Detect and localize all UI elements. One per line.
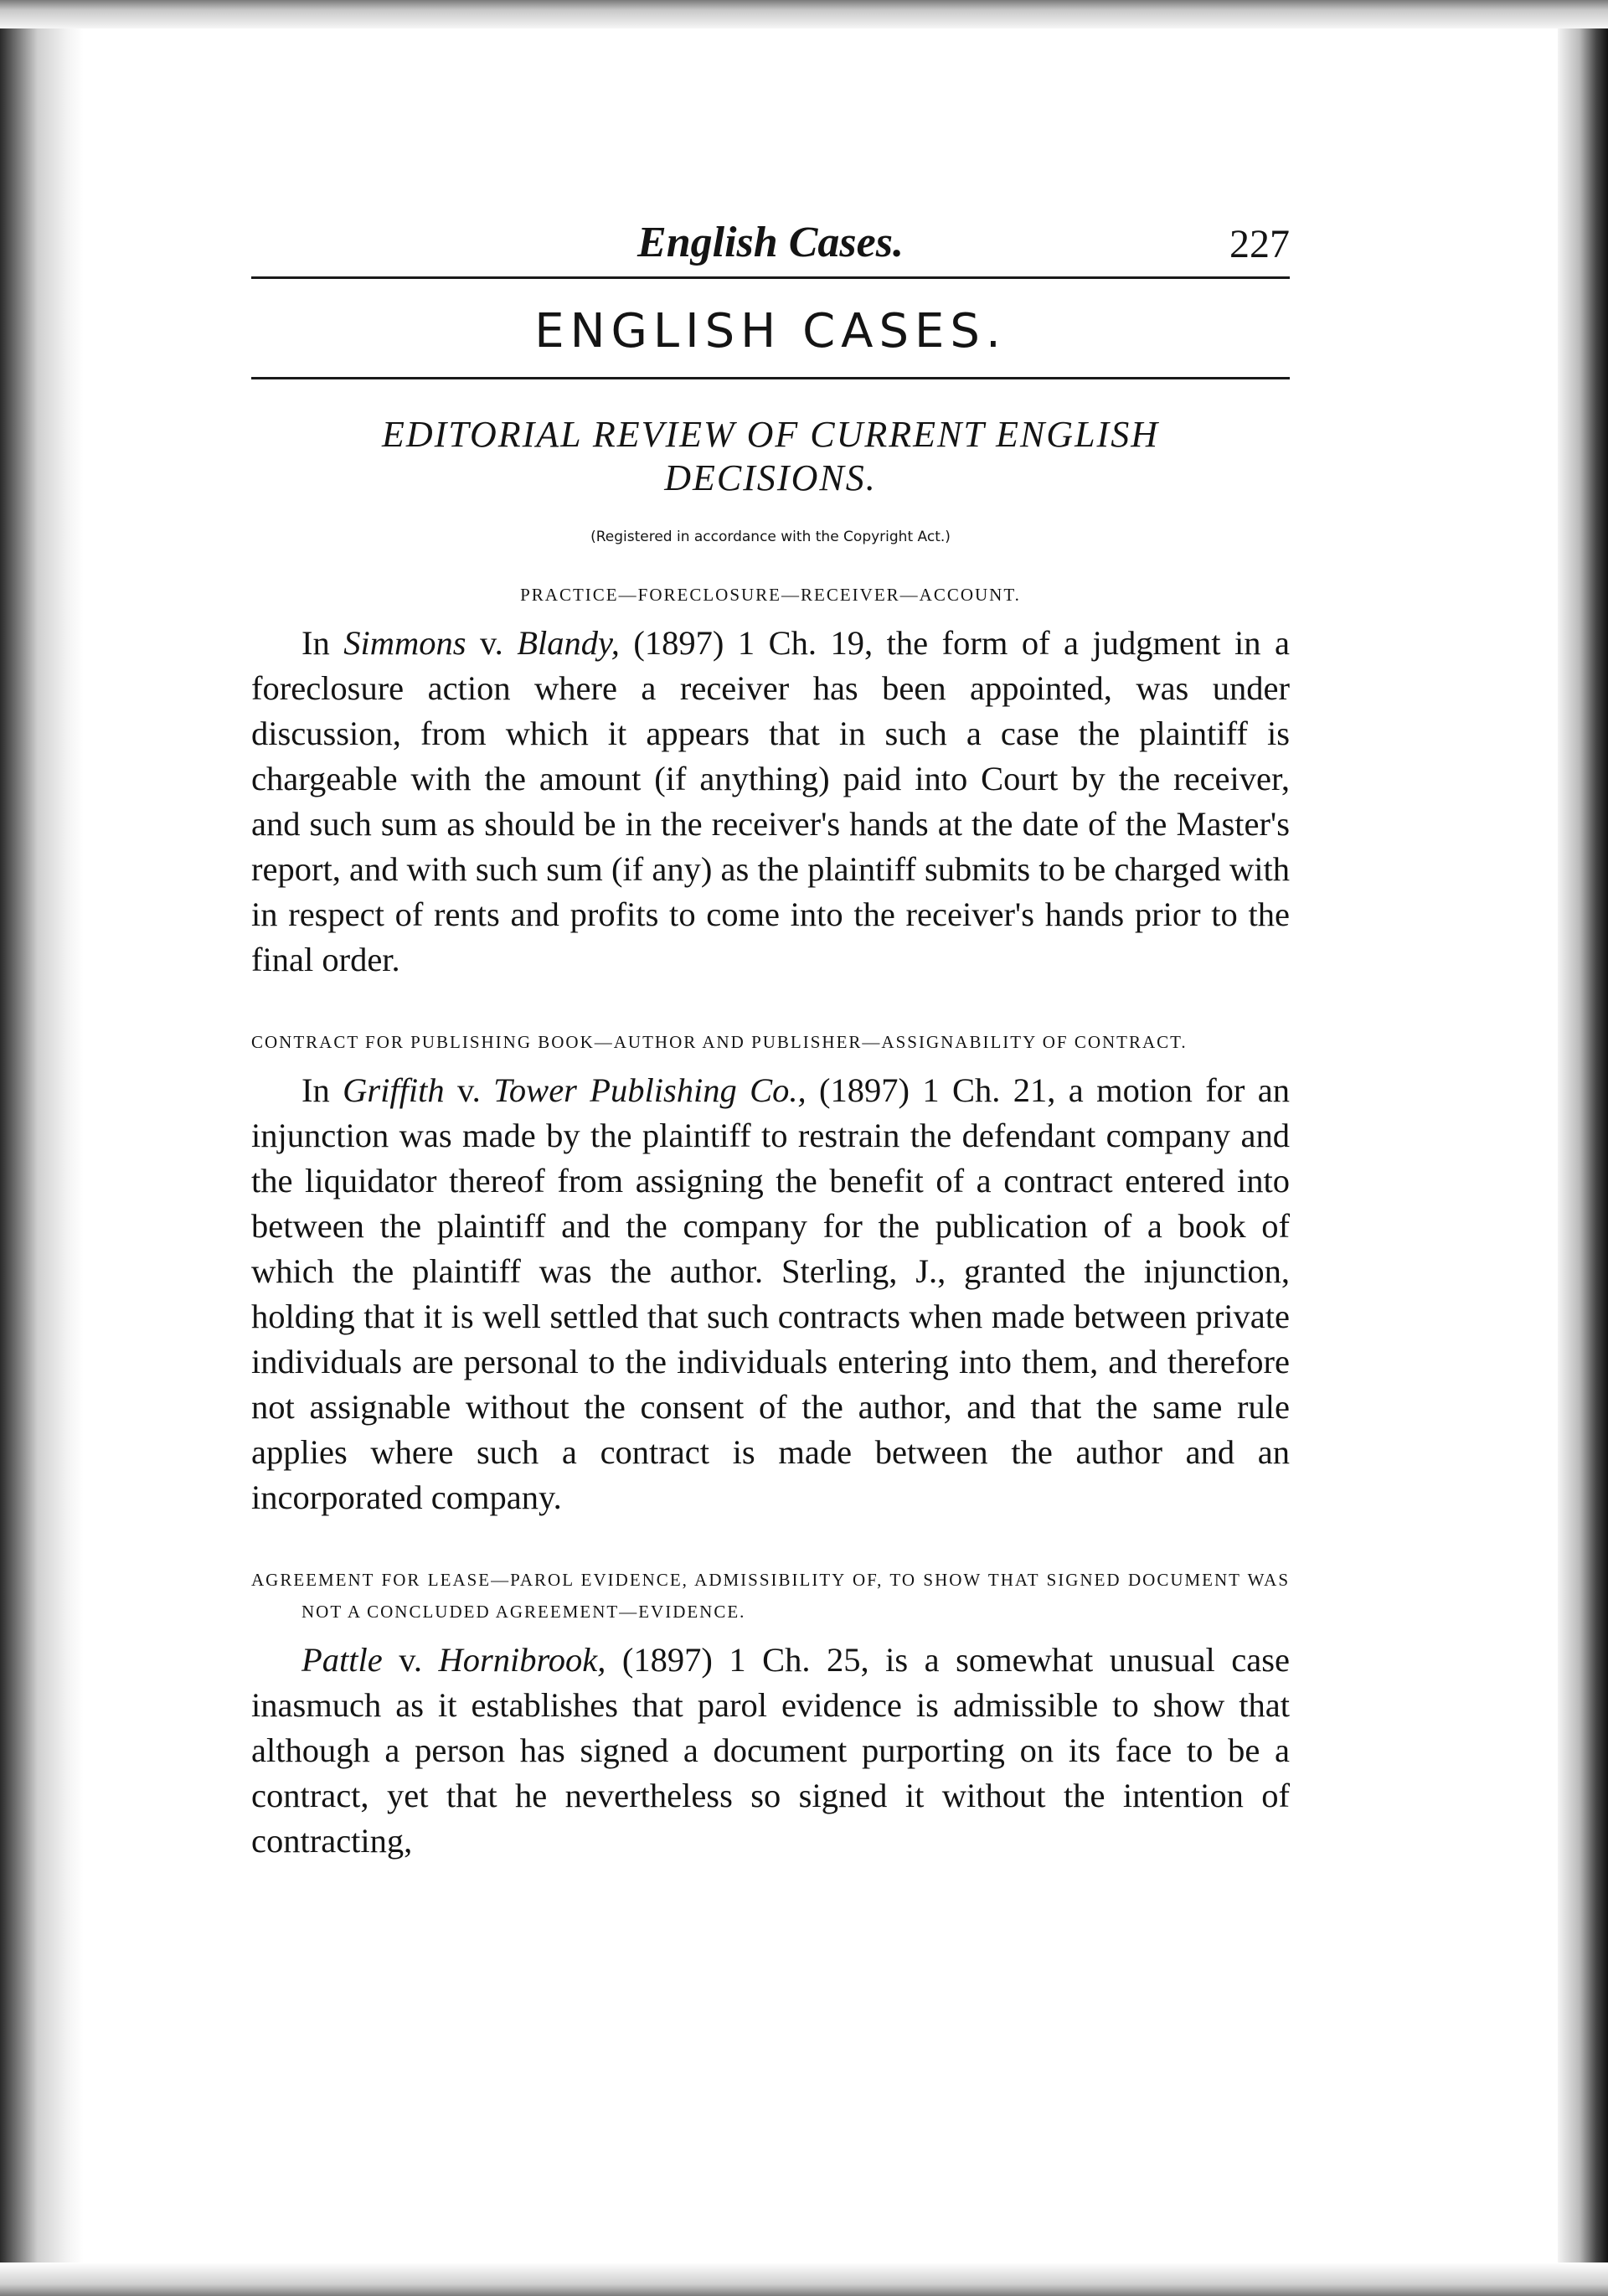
case-headnote: CONTRACT FOR PUBLISHING BOOK—AUTHOR AND PUBLISHER—ASSIGNABILITY OF CONTRACT. [251,1032,1188,1052]
party-b: Blandy, [517,624,620,662]
case-paragraph [251,1068,1290,1520]
review-title: EDITORIAL REVIEW OF CURRENT ENGLISH DECISIONS. [382,414,1159,498]
case-headnote: AGREEMENT FOR LEASE—PAROL EVIDENCE, ADMISSIBILITY OF, TO SHOW THAT SIGNED DOCUMENT WAS NOT A CONCLUDED AGREEMENT—EVIDENCE. [251,1570,1290,1622]
case-text: (1897) 1 Ch. 21, a motion for an injunction was made by the plaintiff to restrain the defendant company and the liquidator thereof from assigning the benefit of a contract entered into between the plaintiff and the company for the publication of a book of which the plaintiff was the author. Sterling, J., granted the injunction, holding that it is well settled that such contracts when made between private individuals are personal to the individuals entering into them, and therefore not assignable without the consent of the author, and that the same rule applies where such a contract is made between the author and an incorporated company. [251,1071,1291,1516]
scan-edge-left [0,0,84,2296]
scan-edge-top [0,0,1608,28]
party-b: Tower Publishing Co., [493,1071,807,1109]
party-b: Hornibrook, [438,1641,606,1679]
case-text: (1897) 1 Ch. 25, is a somewhat unusual case inasmuch as it establishes that parol evidence is admissible to show that although a person has signed a document purporting on its face to be a contract, yet that he nevertheless so signed it without the intention of contracting, [251,1641,1290,1860]
copyright-note: (Registered in accordance with the Copyright Act.) [590,529,951,545]
versus: v. [444,1071,494,1109]
section-title: ENGLISH CASES. [534,304,1007,359]
running-head [251,201,1290,276]
page-number: 227 [1229,222,1290,266]
party-a: Griffith [343,1071,445,1109]
section-rule [251,377,1290,379]
case-text: (1897) 1 Ch. 19, the form of a judgment in a foreclosure action where a receiver has been appointed, was under discussion, from which it appears that in such a case the plaintiff is chargeable with the amount (if anything) paid into Court by the receiver, and such sum as should be in the receiver's hands at the date of the Master's report, and with such sum (if any) as the plaintiff submits to be charged with in respect of rents and profits to come into the receiver's hands prior to the final order. [251,624,1290,978]
case-paragraph [251,1638,1290,1864]
scan-edge-bottom [0,2262,1608,2296]
party-a: Simmons [343,624,466,662]
party-a: Pattle [302,1641,383,1679]
lead-word: In [302,624,344,662]
versus: v. [382,1641,439,1679]
running-title: English Cases. [637,219,904,266]
case-paragraph [251,621,1290,983]
page [251,201,1290,1864]
lead-word: In [302,1071,343,1109]
scan-edge-right [1558,0,1608,2296]
versus: v. [466,624,518,662]
case-headnote: PRACTICE—FORECLOSURE—RECEIVER—ACCOUNT. [520,585,1021,605]
